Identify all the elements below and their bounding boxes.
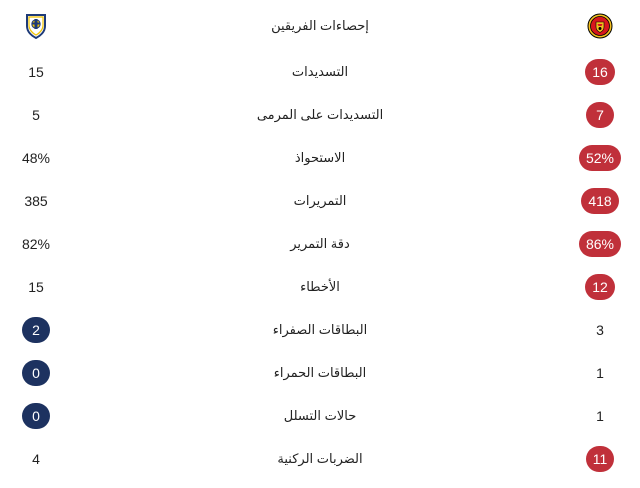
right-value-cell (560, 95, 640, 135)
right-value-cell (560, 267, 640, 307)
stat-row-passes (0, 181, 640, 221)
left-value-cell (0, 52, 72, 92)
stat-label: الأخطاء (300, 279, 340, 294)
left-value: 4 (32, 451, 40, 467)
stat-label: الضربات الركنية (277, 451, 363, 466)
left-value-cell (0, 439, 72, 479)
right-value-cell (560, 138, 640, 178)
manchester-united-crest-icon (587, 13, 613, 39)
stat-label: البطاقات الحمراء (273, 365, 367, 380)
stat-row-corners (0, 439, 640, 479)
stat-row-fouls (0, 267, 640, 307)
left-value: 15 (28, 279, 44, 295)
stat-row-yellow-cards (0, 310, 640, 350)
right-value-badge: 86% (579, 231, 621, 257)
right-value-cell (560, 224, 640, 264)
right-value-badge: 16 (585, 59, 615, 85)
right-value-badge: 7 (586, 102, 614, 128)
left-value-cell (0, 310, 72, 350)
left-value-cell (0, 138, 72, 178)
left-value-badge: 0 (22, 403, 50, 429)
left-value: 48% (21, 150, 51, 166)
stat-label: التمريرات (293, 193, 347, 208)
right-value-cell (560, 353, 640, 393)
left-value: 5 (32, 107, 40, 123)
left-team-cell (0, 6, 72, 46)
right-value-badge: 11 (586, 446, 615, 472)
stat-label: البطاقات الصفراء (272, 322, 368, 337)
stat-label: الاستحواذ (294, 150, 346, 165)
left-value-cell (0, 396, 72, 436)
right-value-badge: 418 (581, 188, 618, 214)
right-value: 1 (596, 408, 604, 424)
right-value-badge: 52% (579, 145, 621, 171)
stat-row-offsides (0, 396, 640, 436)
right-value-cell (560, 310, 640, 350)
left-value: 15 (28, 64, 44, 80)
stat-label: التسديدات على المرمى (256, 107, 384, 122)
stat-row-possession (0, 138, 640, 178)
stats-header-row (0, 6, 640, 46)
right-value-badge: 12 (585, 274, 615, 300)
right-value: 3 (596, 322, 604, 338)
right-team-cell (560, 6, 640, 46)
stat-row-pass-accuracy (0, 224, 640, 264)
stat-label: دقة التمرير (290, 236, 350, 251)
stat-row-shots-on-target (0, 95, 640, 135)
right-value-cell (560, 52, 640, 92)
stat-row-red-cards (0, 353, 640, 393)
left-value: 82% (21, 236, 51, 252)
leeds-crest-icon (25, 13, 47, 39)
stat-label: حالات التسلل (283, 408, 357, 423)
stat-row-shots (0, 52, 640, 92)
stat-label: التسديدات (291, 64, 349, 79)
left-value-badge: 2 (22, 317, 50, 343)
left-value: 385 (24, 193, 48, 209)
stats-title: إحصاءات الفريقين (271, 18, 369, 33)
right-value-cell (560, 439, 640, 479)
left-value-cell (0, 224, 72, 264)
left-value-cell (0, 353, 72, 393)
right-value: 1 (596, 365, 604, 381)
right-value-cell (560, 181, 640, 221)
left-value-cell (0, 181, 72, 221)
left-value-cell (0, 95, 72, 135)
left-value-cell (0, 267, 72, 307)
right-value-cell (560, 396, 640, 436)
left-value-badge: 0 (22, 360, 50, 386)
